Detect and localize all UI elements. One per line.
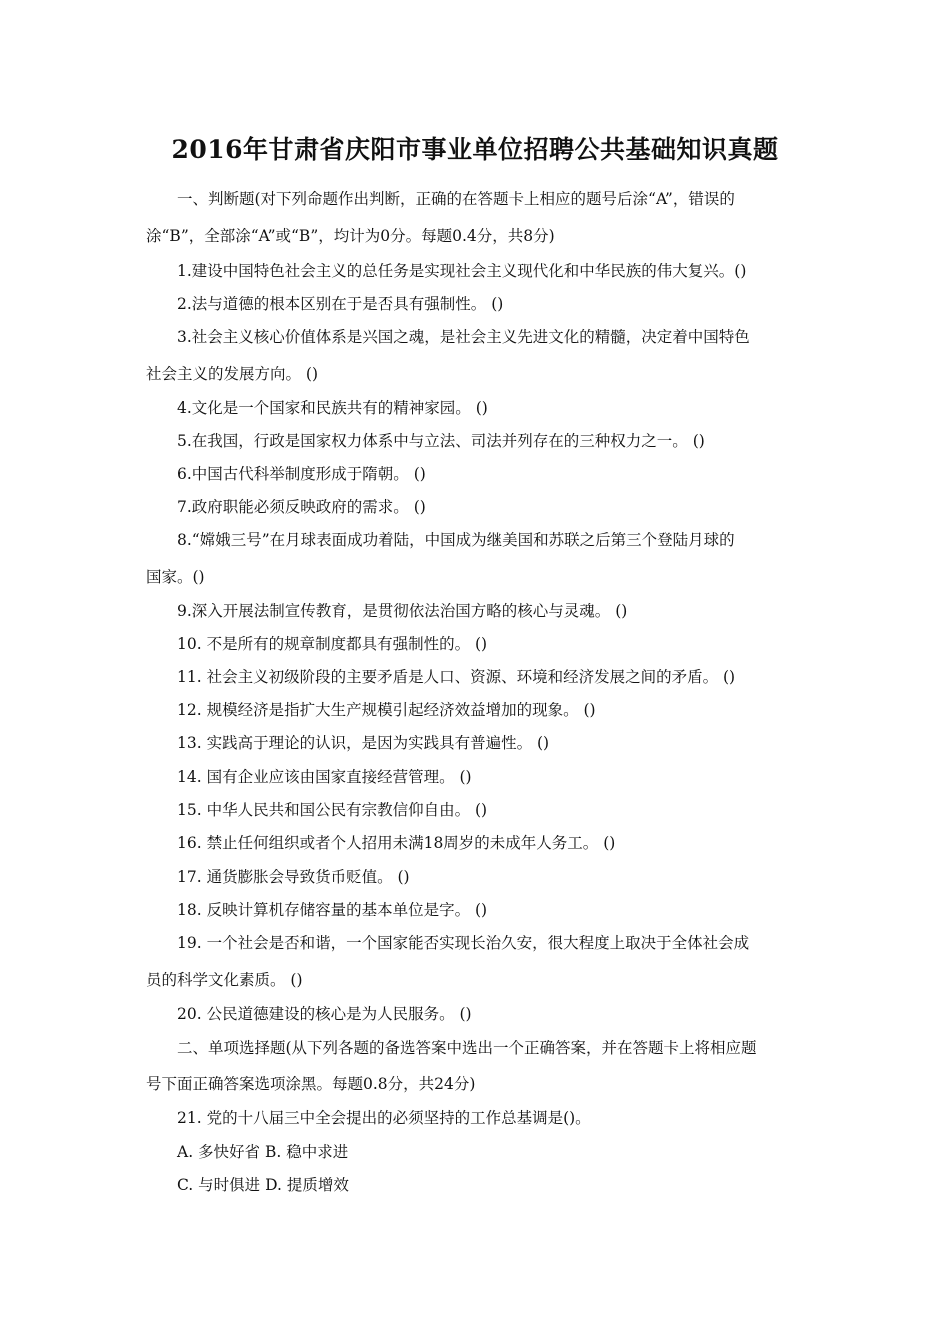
question-9: 9.深入开展法制宣传教育，是贯彻依法治国方略的核心与灵魂。 () [177,602,628,620]
question-2: 2.法与道德的根本区别在于是否具有强制性。 () [177,295,504,313]
question-1: 1.建设中国特色社会主义的总任务是实现社会主义现代化和中华民族的伟大复兴。() [177,262,747,280]
question-4: 4.文化是一个国家和民族共有的精神家园。 () [177,399,488,417]
question-14: 14. 国有企业应该由国家直接经营管理。 () [177,768,472,786]
question-8-cont: 国家。() [146,568,205,586]
question-15: 15. 中华人民共和国公民有宗教信仰自由。 () [177,801,488,819]
question-3-cont: 社会主义的发展方向。 () [146,365,319,383]
question-21-options-cd: C. 与时俱进 D. 提质增效 [177,1176,349,1194]
question-5: 5.在我国，行政是国家权力体系中与立法、司法并列存在的三种权力之一。 () [177,432,705,450]
question-18: 18. 反映计算机存储容量的基本单位是字。 () [177,901,488,919]
page-title: 2016年甘肃省庆阳市事业单位招聘公共基础知识真题 [171,135,779,164]
question-20: 20. 公民道德建设的核心是为人民服务。 () [177,1005,472,1023]
question-8: 8.“嫦娥三号”在月球表面成功着陆，中国成为继美国和苏联之后第三个登陆月球的 [177,531,735,549]
question-13: 13. 实践高于理论的认识，是因为实践具有普遍性。 () [177,734,550,752]
question-17: 17. 通货膨胀会导致货币贬值。 () [177,868,410,886]
section2-heading-cont: 号下面正确答案选项涂黑。每题0.8分，共24分) [146,1075,476,1093]
question-21-options-ab: A. 多快好省 B. 稳中求进 [177,1143,349,1161]
question-12: 12. 规模经济是指扩大生产规模引起经济效益增加的现象。 () [177,701,596,719]
section1-heading: 一、判断题(对下列命题作出判断，正确的在答题卡上相应的题号后涂“A”，错误的 [177,190,735,208]
question-21: 21. 党的十八届三中全会提出的必须坚持的工作总基调是()。 [177,1109,591,1127]
section2-heading: 二、单项选择题(从下列各题的备选答案中选出一个正确答案，并在答题卡上将相应题 [177,1039,757,1057]
question-19: 19. 一个社会是否和谐，一个国家能否实现长治久安，很大程度上取决于全体社会成 [177,934,750,952]
question-16: 16. 禁止任何组织或者个人招用未满18周岁的未成年人务工。 () [177,834,616,852]
question-19-cont: 员的科学文化素质。 () [146,971,303,989]
question-11: 11. 社会主义初级阶段的主要矛盾是人口、资源、环境和经济发展之间的矛盾。 () [177,668,736,686]
section1-heading-cont: 涂“B”，全部涂“A”或“B”，均计为0分。每题0.4分，共8分) [146,227,555,245]
question-10: 10. 不是所有的规章制度都具有强制性的。 () [177,635,488,653]
question-7: 7.政府职能必须反映政府的需求。 () [177,498,426,516]
question-3: 3.社会主义核心价值体系是兴国之魂，是社会主义先进文化的精髓，决定着中国特色 [177,328,750,346]
question-6: 6.中国古代科举制度形成于隋朝。 () [177,465,426,483]
